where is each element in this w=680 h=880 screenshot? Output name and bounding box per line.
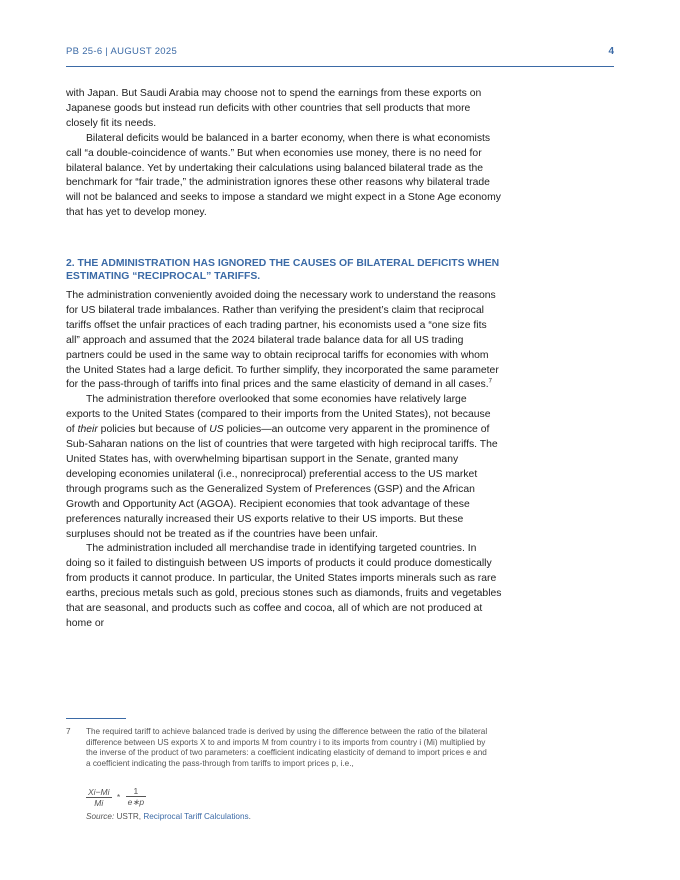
source-label: Source: (86, 812, 115, 821)
body-section-1 (66, 87, 502, 221)
paragraph (66, 289, 502, 393)
footnote-number: 7 (66, 727, 71, 736)
paragraph-text: The administration therefore overlooked that some economies have relatively large exports to the United States (compared to their imports from the United States), not because of (66, 394, 491, 436)
tariff-formula (86, 786, 146, 808)
source-text: USTR, (114, 812, 144, 821)
paragraph-text: policies—an outcome very apparent in the prominence of Sub-Saharan nations on the list of countries that were targeted with high reciprocal tariffs. The United States has, with overwhelming bipartisan support in the Senate, granted many developing economies unilateral (i.e., nonreciprocal) preferential access to the US market through programs such as the Generalized System of Preferences (GSP) and the African Growth and Opportunity Act (AGOA). Recipient economies that took advantage of these preferences naturally increased their US exports relative to their US imports. But these surpluses should not be treated as if the countries have been unfair. (66, 424, 498, 540)
footnote-divider (66, 718, 126, 719)
paragraph: Bilateral deficits would be balanced in a barter economy, when there is what economists call “a double-coincidence of wants.” But when economies use money, there is no need for bilateral balance. Yet by undertaking their calculations using balanced bilateral trade as the benchmark for “fair trade,” the administration ignores these other reasons why bilateral trade will not be balanced and seeks to impose a standard we might expect in a Stone Age economy that has yet to develop money. (66, 132, 501, 219)
paragraph: with Japan. But Saudi Arabia may choose not to spend the earnings from these exports on Japanese goods but instead run deficits with other countries that sell products that more closely fit its needs. (66, 88, 482, 129)
numerator: Xi−Mi (88, 786, 110, 797)
footnote-source (86, 812, 251, 821)
section-heading: 2. THE ADMINISTRATION HAS IGNORED THE CAUSES OF BILATERAL DEFICITS WHEN ESTIMATING “RECIPROCAL” TARIFFS. (66, 258, 500, 282)
footnote-text: The required tariff to achieve balanced trade is derived by using the difference between the ratio of the bilateral difference between US exports X to and imports M from country i to its imports from country i (Mi) multiplied by the inverse of the product of two parameters: a coefficient indicating elasticity of demand to import prices e and a coefficient indicating the pass-through from tariffs to import prices p, i.e., (86, 727, 488, 768)
source-text: . (248, 812, 251, 821)
footnote-reference[interactable]: 7 (488, 378, 492, 385)
paragraph-text: The administration conveniently avoided doing the necessary work to understand the reasons for US bilateral trade imbalances. Rather than verifying the president’s claim that reciprocal tariffs offset the unfair practices of each trading partner, his economists used a “one size fits all” approach and assumed that the 2024 bilateral trade balance data for all US trading partners could be used in the same way to obtain reciprocal tariffs for economies with whom the United States had a large deficit. To further simplify, they incorporated the same parameter for the pass-through of tariffs into final prices and the same elasticity of demand in all cases. (66, 290, 499, 391)
paragraph (66, 393, 502, 542)
source-link[interactable]: Reciprocal Tariff Calculations (143, 812, 249, 821)
fraction-inverse-params (126, 786, 147, 808)
report-id-date: PB 25-6 | AUGUST 2025 (66, 46, 178, 57)
paragraph-text: policies but because of (97, 424, 210, 436)
emphasis: their (77, 424, 98, 436)
multiply-sign: * (116, 792, 121, 802)
fraction-trade-ratio (86, 787, 112, 808)
denominator: Mi (94, 797, 104, 808)
numerator: 1 (126, 786, 147, 797)
page-header (66, 46, 614, 67)
emphasis: US (209, 424, 224, 436)
denominator: e∗p (127, 797, 145, 807)
body-section-2 (66, 289, 502, 632)
page-number: 4 (608, 46, 614, 57)
paragraph: The administration included all merchandise trade in identifying targeted countries. In doing so it failed to distinguish between US imports of products it could produce domestically from products it cannot produce. In particular, the United States imports minerals such as rare earths, precious metals such as gold, precious stones such as diamonds, fruits and vegetables that are seasonal, and products such as coffee and cocoa, all of which are not produced at home or (66, 543, 502, 629)
